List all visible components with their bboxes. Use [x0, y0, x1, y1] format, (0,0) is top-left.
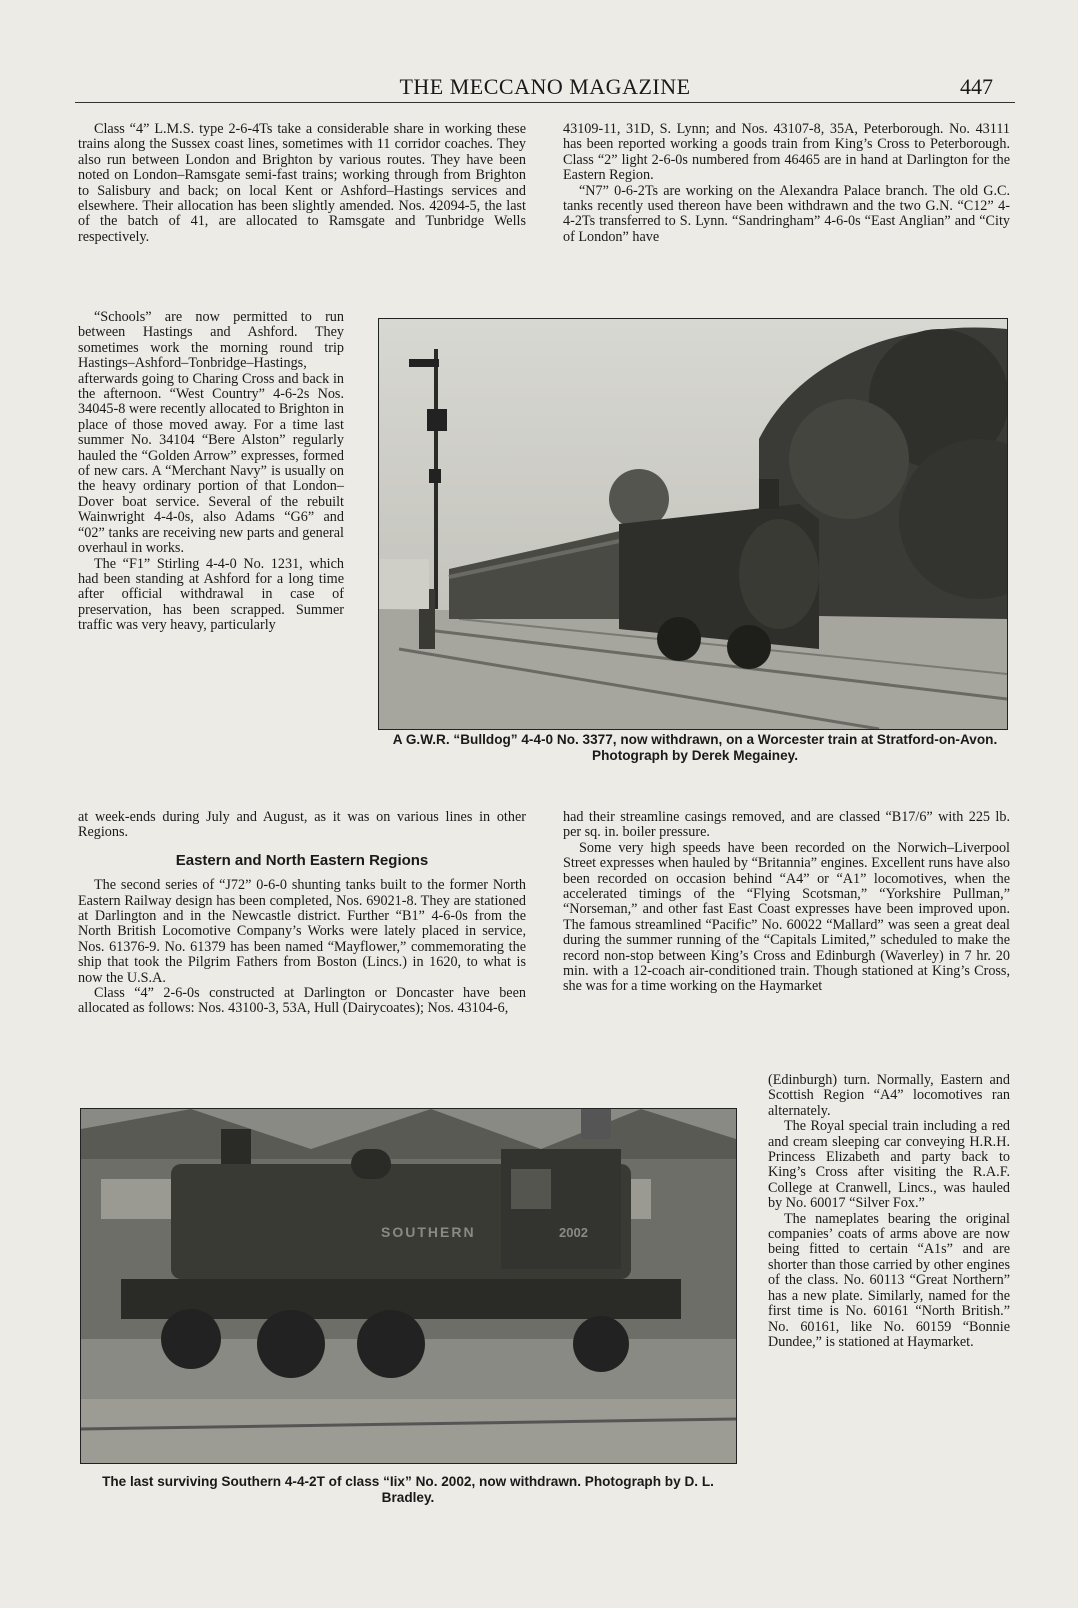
- photo-southern-tank-caption: The last surviving Southern 4-4-2T of class “Iix” No. 2002, now withdrawn. Photograph by D. L. Bradley.: [102, 1474, 714, 1505]
- paragraph: The second series of “J72” 0-6-0 shunting tanks built to the former North Eastern Railway design has been completed, Nos. 69021-8. They are stationed at Darlington and in the Newcastle district. Further “B1” 4-6-0s from the North British Locomotive Company’s Works were lately placed in service, Nos. 61376-9. No. 61379 has been named “Mayflower,” commemorating the ship that took the Pilgrim Fathers from Boston (Lincs.) in 1620, to what is now the U.S.A.: [78, 877, 526, 986]
- paragraph: The nameplates bearing the original companies’ coats of arms above are now being fitted to certain “A1s” and are shorter than those carried by other engines of the class. No. 60113 “Great Northern” has a new plate. Similarly, named for the first time is No. 60161 “North British.” No. 60161, like No. 60159 “Bonnie Dundee,” is stationed at Haymarket.: [768, 1210, 1010, 1350]
- page-header: [75, 72, 1015, 103]
- photo-southern-tank-image: [81, 1109, 736, 1463]
- paragraph: The “F1” Stirling 4-4-0 No. 1231, which had been standing at Ashford for a long time after official withdrawal in case of preservation, has been scrapped. Summer traffic was very heavy, particularly: [78, 555, 344, 634]
- loco-lettering: SOUTHERN: [381, 1224, 476, 1240]
- paragraph: The Royal special train including a red and cream sleeping car conveying H.R.H. Princess Elizabeth and party back to King’s Cross after visiting the R.A.F. College at Cranwell, Lincs., was hauled by No. 60017 “Silver Fox.”: [768, 1118, 1010, 1212]
- section-heading: Eastern and North Eastern Regions: [175, 851, 429, 869]
- paragraph: Class “4” 2-6-0s constructed at Darlington or Doncaster have been allocated as follows: Nos. 43100-3, 53A, Hull (Dairycoates); Nos. 43104-6,: [78, 985, 526, 1017]
- paragraph: (Edinburgh) turn. Normally, Eastern and Scottish Region “A4” locomotives ran alternately.: [768, 1072, 1010, 1119]
- left-column-top: [78, 122, 526, 245]
- photo-southern-tank: [80, 1108, 737, 1464]
- photo-gwr-bulldog-caption: A G.W.R. “Bulldog” 4-4-0 No. 3377, now withdrawn, on a Worcester train at Stratford-on-Avon. Photograph by Derek Megainey.: [392, 732, 998, 763]
- right-column-top: [563, 122, 1010, 245]
- left-column-narrow: [78, 310, 344, 634]
- magazine-title: THE MECCANO MAGAZINE: [399, 74, 691, 99]
- paragraph: had their streamline casings removed, and are classed “B17/6” with 225 lb. per sq. in. boiler pressure.: [563, 809, 1010, 841]
- right-column-narrow: [768, 1073, 1010, 1350]
- paragraph: Some very high speeds have been recorded on the Norwich–Liverpool Street expresses when hauled by “Britannia” engines. Excellent runs have also been recorded on occasion behind “A4” or “A1” locomotives, when the accelerated timings of the “Flying Scotsman,” “Yorkshire Pullman,” “Norseman,” and other fast East Coast expresses have been improved upon. The famous streamlined “Pacific” No. 60022 “Mallard” was seen a great deal during the summer running of the “Capitals Limited,” scheduled to make the record non-stop between King’s Cross and Edinburgh (Waverley) in 7 hr. 20 min. with a 12-coach air-conditioned train. Though stationed at King’s Cross, she was for a time working on the Haymarket: [563, 839, 1010, 995]
- paragraph: Class “4” L.M.S. type 2-6-4Ts take a considerable share in working these trains along the Sussex coast lines, sometimes with 11 corridor coaches. They also run between London and Brighton by various routes. They have been noted on London–Ramsgate semi-fast trains; working through from Brighton to Salisbury and back; on local Kent or Ashford–Hastings services and elsewhere. Their allocation has been slightly amended. Nos. 42094-5, the last of the batch of 41, are allocated to Ramsgate and Tunbridge Wells respectively.: [78, 121, 526, 245]
- paragraph: at week-ends during July and August, as it was on various lines in other Regions.: [78, 809, 526, 841]
- paragraph: 43109-11, 31D, S. Lynn; and Nos. 43107-8, 35A, Peterborough. No. 43111 has been reported working a goods train from King’s Cross to Peterborough. Class “2” light 2-6-0s numbered from 46465 are in hand at Darlington for the Eastern Region.: [563, 121, 1010, 184]
- left-column-bottom: [78, 810, 526, 1017]
- paragraph: “Schools” are now permitted to run between Hastings and Ashford. They sometimes work the morning round trip Hastings–Ashford–Tonbridge–Hastings, afterwards going to Charing Cross and back in the afternoon. “West Country” 4-6-2s Nos. 34045-8 were recently allocated to Brighton in place of those moved away. For a time last summer No. 34104 “Bere Alston” regularly hauled the “Golden Arrow” expresses, formed of new cars. A “Merchant Navy” is usually on the heavy ordinary portion of that London–Dover boat service. Several of the rebuilt Wainwright 4-4-0s, also Adams “G6” and “02” tanks are receiving new parts and general overhaul in works.: [78, 309, 344, 557]
- page-number: 447: [960, 74, 993, 99]
- loco-number: 2002: [559, 1225, 588, 1240]
- photo-gwr-bulldog-image: [379, 319, 1007, 729]
- right-column-middle: [563, 810, 1010, 995]
- photo-gwr-bulldog: [378, 318, 1008, 730]
- paragraph: “N7” 0-6-2Ts are working on the Alexandra Palace branch. The old G.C. tanks recently used thereon have been withdrawn and the two G.N. “C12” 4-4-2Ts transferred to S. Lynn. “Sandringham” 4-6-0s “East Anglian” and “City of London” have: [563, 182, 1010, 245]
